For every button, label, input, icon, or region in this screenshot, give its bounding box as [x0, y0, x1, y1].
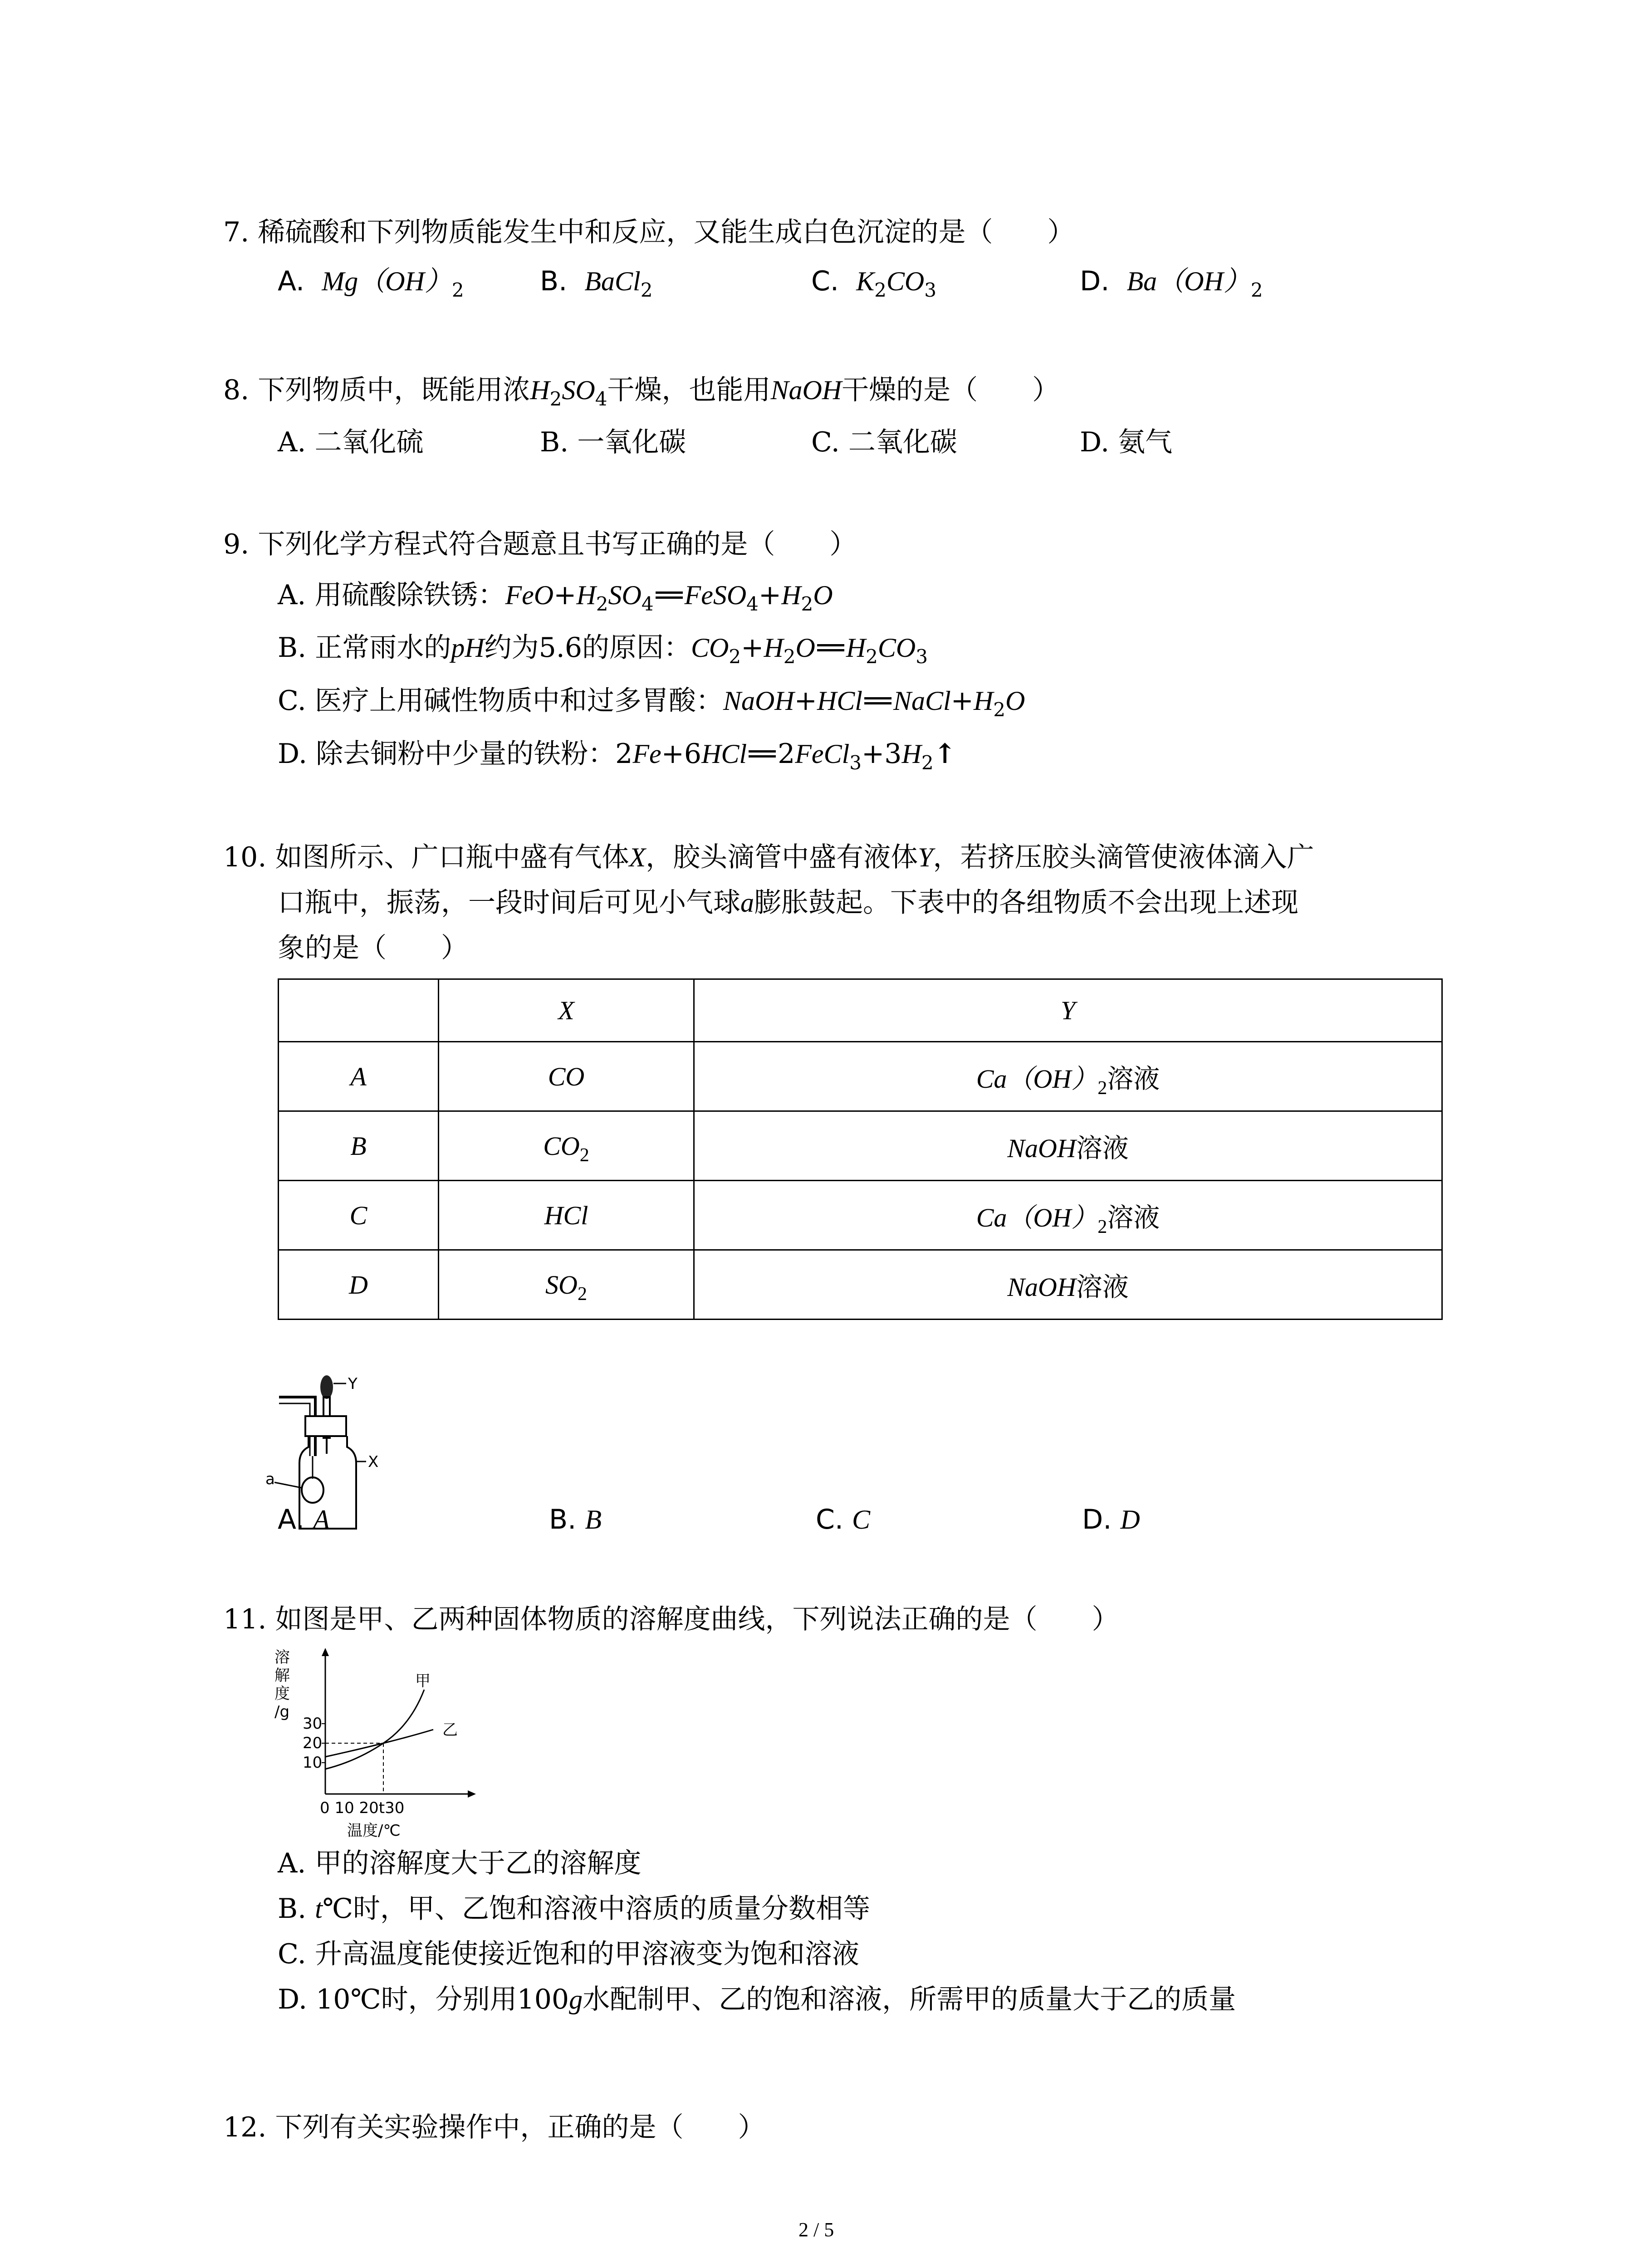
q7-option-d-formula: Ba（OH） [1127, 266, 1251, 296]
q8-formula-naoh: NaOH [770, 375, 842, 405]
q10-option-d-value: D [1120, 1505, 1140, 1535]
table-cell [439, 1111, 694, 1181]
q9-sub: 2 [729, 645, 741, 668]
q11-solubility-chart [274, 1644, 492, 1839]
q8-sub-4: 4 [595, 388, 607, 410]
q9-option-b-text1: B. 正常雨水的 [278, 632, 451, 664]
q9-b-ph: pH [451, 633, 485, 663]
table-cell [279, 1042, 439, 1111]
q9-a-h: H [576, 580, 596, 610]
q10-stem-part2: ，胶头滴管中盛有液体 [646, 841, 918, 873]
solution-text: 溶液 [1107, 1063, 1160, 1094]
chart-ylabel: /g [274, 1703, 290, 1721]
chart-ylabel: 溶 [274, 1648, 290, 1667]
q9-option-a-text: A. 用硫酸除铁锈： [278, 579, 505, 611]
q9-a-feo: FeO [505, 580, 554, 610]
table-cell [694, 1250, 1442, 1320]
liquid-formula: NaOH [1007, 1272, 1076, 1302]
q10-var-x: X [629, 842, 646, 872]
q10-option-a-label: A. [278, 1504, 305, 1535]
formula-sub: 2 [577, 1283, 587, 1305]
q9-b-co: CO [877, 633, 916, 663]
q11-option-d-text1: D. 10℃时，分别用100 [278, 1984, 569, 2015]
chart-ylabel: 解 [274, 1667, 290, 1685]
q9-sub: 2 [866, 645, 878, 668]
table-header-cell [279, 979, 439, 1042]
q10-stem-line2 [278, 887, 1298, 919]
table-cell [279, 1181, 439, 1250]
q9-b-o: O [795, 633, 815, 663]
q9-c-hcl: HCl [817, 686, 862, 716]
plus-sign: + [794, 685, 817, 717]
plus-sign: + [758, 579, 782, 611]
q9-option-d[interactable] [278, 738, 956, 774]
table-cell [694, 1042, 1442, 1111]
q9-a-feso: FeSO [684, 580, 747, 610]
q7-option-c-formula-k: K [856, 266, 875, 296]
q7-option-d-label: D. [1080, 265, 1110, 297]
q7-option-c-formula-co: CO [886, 266, 925, 296]
liquid-formula: Ca（OH） [976, 1064, 1098, 1094]
q9-sub: 3 [916, 645, 928, 668]
q8-formula-h: H [530, 375, 550, 405]
row-label: B [350, 1131, 367, 1161]
q9-c-h: H [973, 686, 994, 716]
x-ticks: 0 10 20t30 [320, 1799, 405, 1817]
q7-option-d[interactable] [1080, 265, 1263, 301]
q9-stem: 9. 下列化学方程式符合题意且书写正确的是（ ） [223, 528, 857, 560]
q10-stem-part4: 口瓶中，振荡，一段时间后可见小气球 [278, 887, 740, 919]
q9-option-c[interactable] [278, 685, 1025, 721]
q7-option-a-formula: Mg（OH） [322, 266, 452, 296]
plus-sign: + [950, 685, 974, 717]
q8-stem-part1: 8. 下列物质中，既能用浓 [223, 374, 530, 406]
q7-option-a[interactable] [278, 265, 464, 301]
q11-option-b-label: B. [278, 1893, 315, 1925]
q9-sub: 2 [596, 593, 608, 615]
q9-option-b-text2: 约为5.6的原因： [484, 632, 691, 664]
q9-d-coef: 2 [615, 738, 633, 770]
q11-var-t: t [315, 1894, 323, 1924]
q9-c-o: O [1005, 686, 1025, 716]
q10-option-b[interactable] [549, 1506, 602, 1533]
q9-a-h: H [781, 580, 801, 610]
q9-a-so: SO [608, 580, 642, 610]
q11-option-d-text2: 水配制甲、乙的饱和溶液，所需甲的质量大于乙的质量 [583, 1984, 1236, 2015]
plus-sign: + [661, 738, 684, 770]
table-cell [439, 1042, 694, 1111]
q8-stem [223, 374, 1060, 410]
q8-option-c[interactable]: C. 二氧化碳 [811, 426, 957, 458]
table-cell [279, 1250, 439, 1320]
q11-option-b-text: ℃时，甲、乙饱和溶液中溶质的质量分数相等 [322, 1893, 871, 1925]
equals-sign [817, 644, 844, 651]
q9-sub: 2 [801, 593, 813, 615]
q9-option-b[interactable] [278, 632, 928, 668]
formula-sub: 2 [579, 1144, 589, 1166]
q9-option-a[interactable] [278, 579, 833, 615]
q7-option-a-sub: 2 [451, 279, 464, 301]
q8-stem-part3: 干燥的是（ ） [842, 374, 1060, 406]
table-header-row [279, 979, 1442, 1042]
q9-d-hcl: HCl [701, 739, 747, 769]
formula-sub: 2 [1097, 1217, 1107, 1237]
table-row [279, 1111, 1442, 1181]
q9-d-coef: 6 [684, 738, 702, 770]
stopper-icon [305, 1416, 346, 1436]
gas-formula: CO [543, 1131, 580, 1161]
q7-option-c-sub2: 3 [924, 279, 936, 301]
table-cell [694, 1111, 1442, 1181]
table-cell [279, 1111, 439, 1181]
table-cell [439, 1250, 694, 1320]
q7-option-b[interactable] [540, 265, 653, 301]
q9-sub: 2 [993, 699, 1005, 721]
liquid-formula: Ca（OH） [976, 1203, 1098, 1232]
gas-formula: SO [545, 1270, 578, 1300]
series-jia-line [325, 1690, 424, 1769]
q8-option-d[interactable]: D. 氨气 [1080, 426, 1173, 458]
table-row [279, 1181, 1442, 1250]
y-tick: 10 [303, 1754, 323, 1772]
row-label: D [349, 1270, 368, 1300]
q8-stem-part2: 干燥，也能用 [607, 374, 771, 406]
q9-sub: 4 [641, 593, 654, 615]
q9-c-nacl: NaCl [893, 686, 951, 716]
chart-xlabel: 温度/℃ [347, 1822, 401, 1839]
q8-option-a[interactable]: A. 二氧化硫 [278, 426, 424, 458]
q7-option-c-sub1: 2 [874, 279, 887, 301]
label-x: X [368, 1453, 379, 1471]
q9-b-h: H [846, 633, 866, 663]
q10-stem-part5: 膨胀鼓起。下表中的各组物质不会出现上述现 [754, 887, 1298, 919]
solution-text: 溶液 [1076, 1133, 1129, 1163]
up-arrow-icon: ↑ [933, 738, 956, 770]
q9-sub: 2 [783, 645, 796, 668]
dropper-bulb-icon [320, 1375, 333, 1399]
equals-sign [656, 591, 683, 599]
label-y: Y [348, 1375, 358, 1393]
row-label: A [350, 1061, 367, 1091]
table-header-cell [694, 979, 1442, 1042]
q11-option-c[interactable]: C. 升高温度能使接近饱和的甲溶液变为饱和溶液 [278, 1938, 859, 1970]
equals-sign [749, 750, 776, 758]
table-cell [439, 1181, 694, 1250]
plus-sign: + [862, 738, 885, 770]
q9-sub: 3 [849, 752, 862, 774]
q10-var-y: Y [918, 842, 933, 872]
gas-formula: CO [548, 1061, 585, 1091]
q12-stem: 12. 下列有关实验操作中，正确的是（ ） [223, 2112, 765, 2143]
q9-d-fecl: FeCl [795, 739, 850, 769]
q9-option-c-text: C. 医疗上用碱性物质中和过多胃酸： [278, 685, 723, 717]
q9-sub: 2 [921, 752, 934, 774]
q7-option-c[interactable] [811, 265, 936, 301]
page-number: 2 / 5 [798, 2219, 834, 2241]
q10-option-a[interactable] [278, 1506, 330, 1533]
q10-option-c[interactable] [816, 1506, 870, 1533]
q8-option-b[interactable]: B. 一氧化碳 [540, 426, 686, 458]
q10-option-b-value: B [585, 1505, 602, 1535]
chart-ylabel: 度 [274, 1685, 290, 1703]
q9-a-o: O [813, 580, 833, 610]
q10-var-a: a [740, 888, 754, 918]
table-header-cell [439, 979, 694, 1042]
series-jia-label: 甲 [415, 1672, 431, 1690]
equals-sign [864, 697, 892, 704]
q10-table [278, 978, 1443, 1320]
formula-sub: 2 [1097, 1078, 1107, 1099]
q10-stem-part1: 10. 如图所示、广口瓶中盛有气体 [223, 841, 629, 873]
q7-option-b-label: B. [540, 265, 568, 297]
q7-option-b-sub: 2 [640, 279, 653, 301]
plus-sign: + [741, 632, 764, 664]
q11-stem: 11. 如图是甲、乙两种固体物质的溶解度曲线，下列说法正确的是（ ） [223, 1603, 1119, 1635]
q11-option-d[interactable] [278, 1986, 1236, 2013]
solution-text: 溶液 [1076, 1271, 1129, 1302]
q10-option-c-value: C [852, 1505, 871, 1535]
series-yi-label: 乙 [442, 1721, 458, 1739]
balloon-icon [302, 1477, 323, 1503]
row-label: C [349, 1200, 367, 1230]
q7-option-b-formula: BaCl [584, 266, 641, 296]
header-y: Y [1060, 996, 1076, 1025]
table-row [279, 1250, 1442, 1320]
solution-text: 溶液 [1107, 1202, 1160, 1233]
label-a: a [265, 1470, 275, 1488]
q10-option-d-label: D. [1082, 1504, 1112, 1535]
q9-c-naoh: NaOH [723, 686, 794, 716]
q9-sub: 4 [746, 593, 759, 615]
q7-option-c-label: C. [811, 265, 839, 297]
q10-option-b-label: B. [549, 1504, 577, 1535]
q11-option-a[interactable]: A. 甲的溶解度大于乙的溶解度 [278, 1848, 642, 1879]
header-x: X [558, 996, 574, 1025]
q10-stem-part3: ，若挤压胶头滴管使液体滴入广 [933, 841, 1314, 873]
plus-sign: + [554, 579, 577, 611]
q7-option-a-label: A. [278, 265, 305, 297]
y-tick: 30 [303, 1715, 323, 1733]
q10-stem-line1 [223, 841, 1314, 873]
q9-d-coef: 3 [884, 738, 902, 770]
table-row [279, 1042, 1442, 1111]
q11-unit-g: g [569, 1984, 583, 2014]
gas-formula: HCl [544, 1200, 588, 1230]
q9-b-h: H [764, 633, 784, 663]
q9-d-h: H [901, 739, 921, 769]
y-tick: 20 [303, 1734, 323, 1752]
q9-b-co: CO [691, 633, 729, 663]
q8-sub-2: 2 [549, 388, 562, 410]
q7-stem: 7. 稀硫酸和下列物质能发生中和反应，又能生成白色沉淀的是（ ） [223, 216, 1075, 248]
q10-option-c-label: C. [816, 1504, 843, 1535]
liquid-formula: NaOH [1007, 1134, 1076, 1163]
q10-option-a-value: A [313, 1505, 330, 1535]
q10-stem-line3: 象的是（ ） [278, 932, 468, 964]
q9-d-fe: Fe [632, 739, 661, 769]
q9-option-d-text: D. 除去铜粉中少量的铁粉： [278, 738, 616, 770]
q7-option-d-sub: 2 [1250, 279, 1263, 301]
table-cell [694, 1181, 1442, 1250]
q9-d-coef: 2 [778, 738, 795, 770]
q11-option-b[interactable] [278, 1893, 871, 1925]
q8-formula-so: SO [562, 375, 595, 405]
q10-option-d[interactable] [1082, 1506, 1140, 1533]
